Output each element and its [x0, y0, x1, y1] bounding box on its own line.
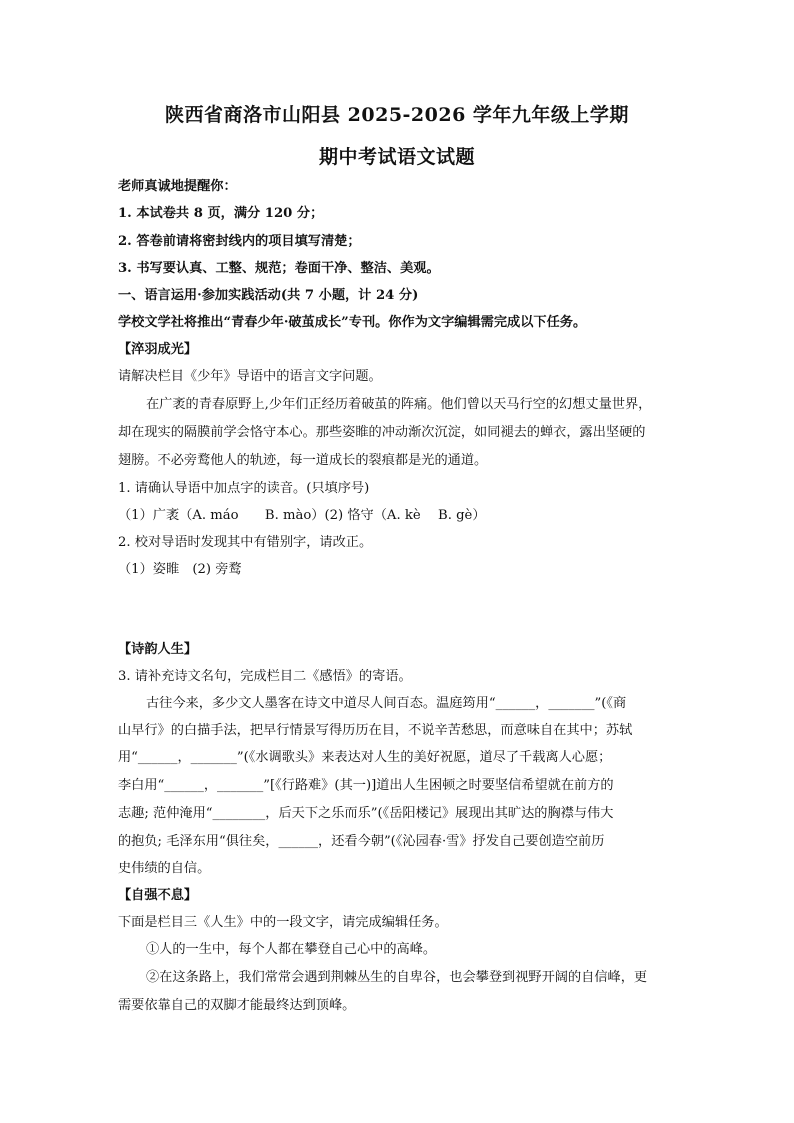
section1-passage-line: 却在现实的隔膜前学会恪守本心。那些姿睢的冲动渐次沉淀，如同褪去的蝉衣，露出坚硬的: [118, 425, 646, 440]
section1-passage-line: 在广袤的青春原野上,少年们正经历着破茧的阵痛。他们曾以天马行空的幻想丈量世界，: [146, 397, 652, 412]
section3-item: ①人的一生中，每个人都在攀登自己心中的高峰。: [146, 942, 437, 957]
question-2-items: （1）姿睢 (2) 旁鹜: [118, 562, 242, 577]
section2-passage-line: 志趣; 范仲淹用“________，后天下之乐而乐”(《岳阳楼记》展现出其旷达的胸襟与伟大: [118, 806, 614, 821]
section2-tag: 【诗韵人生】: [118, 642, 198, 657]
section3-tag: 【自强不息】: [118, 888, 198, 903]
section2-passage-line: 的抱负; 毛泽东用“俱往矣，______，还看今朝”(《沁园春·雪》抒发自己要创造空前历: [118, 834, 605, 849]
section2-passage-line: 李白用“______，_______”[《行路难》(其一)]道出人生困顿之时要坚信希望就在前方的: [118, 778, 614, 793]
section3-item: ②在这条路上，我们常常会遇到荆棘丛生的自卑谷，也会攀登到视野开阔的自信峰，更: [146, 970, 648, 985]
section1-passage-line: 翅膀。不必旁鹜他人的轨迹，每一道成长的裂痕都是光的通道。: [118, 453, 488, 468]
notice-heading: 老师真诚地提醒你：: [118, 179, 237, 194]
question-2: 2. 校对导语时发现其中有错别字，请改正。: [118, 535, 373, 550]
section2-passage-line: 古往今来，多少文人墨客在诗文中道尽人间百态。温庭筠用“______，_______”(《商: [146, 696, 627, 711]
section2-passage-line: 用“______，_______”(《水调歌头》来表达对人生的美好祝愿，道尽了千载离人心愿；: [118, 750, 612, 765]
section1-tag: 【淬羽成光】: [118, 342, 198, 357]
section3-task: 下面是栏目三《人生》中的一段文字，请完成编辑任务。: [118, 915, 448, 930]
question-3: 3. 请补充诗文名句，完成栏目二《感悟》的寄语。: [118, 669, 412, 684]
question-1: 1. 请确认导语中加点字的读音。(只填序号): [118, 481, 370, 496]
part1-heading: 一、语言运用·参加实践活动(共 7 小题，计 24 分): [118, 288, 419, 303]
exam-title-line2: 期中考试语文试题: [318, 146, 475, 168]
notice-item-3: 3. 书写要认真、工整、规范；卷面干净、整洁、美观。: [118, 261, 440, 276]
section2-passage-line: 史伟绩的自信。: [118, 861, 211, 876]
question-1-options: （1）广袤（A. máo B. mào）(2) 恪守（A. kè B. gè）: [118, 508, 486, 523]
exam-title-line1: 陕西省商洛市山阳县 2025-2026 学年九年级上学期: [165, 104, 629, 126]
section3-item: 需要依靠自己的双脚才能最终达到顶峰。: [118, 998, 356, 1013]
section2-passage-line: 山早行》的白描手法，把早行情景写得历历在目，不说辛苦愁思，而意味自在其中；苏轼: [118, 723, 633, 738]
notice-item-1: 1. 本试卷共 8 页，满分 120 分；: [118, 206, 324, 221]
notice-item-2: 2. 答卷前请将密封线内的项目填写清楚；: [118, 234, 361, 249]
part1-intro: 学校文学社将推出“青春少年·破茧成长”专刊。你作为文字编辑需完成以下任务。: [118, 315, 587, 330]
section1-task: 请解决栏目《少年》导语中的语言文字问题。: [118, 369, 382, 384]
